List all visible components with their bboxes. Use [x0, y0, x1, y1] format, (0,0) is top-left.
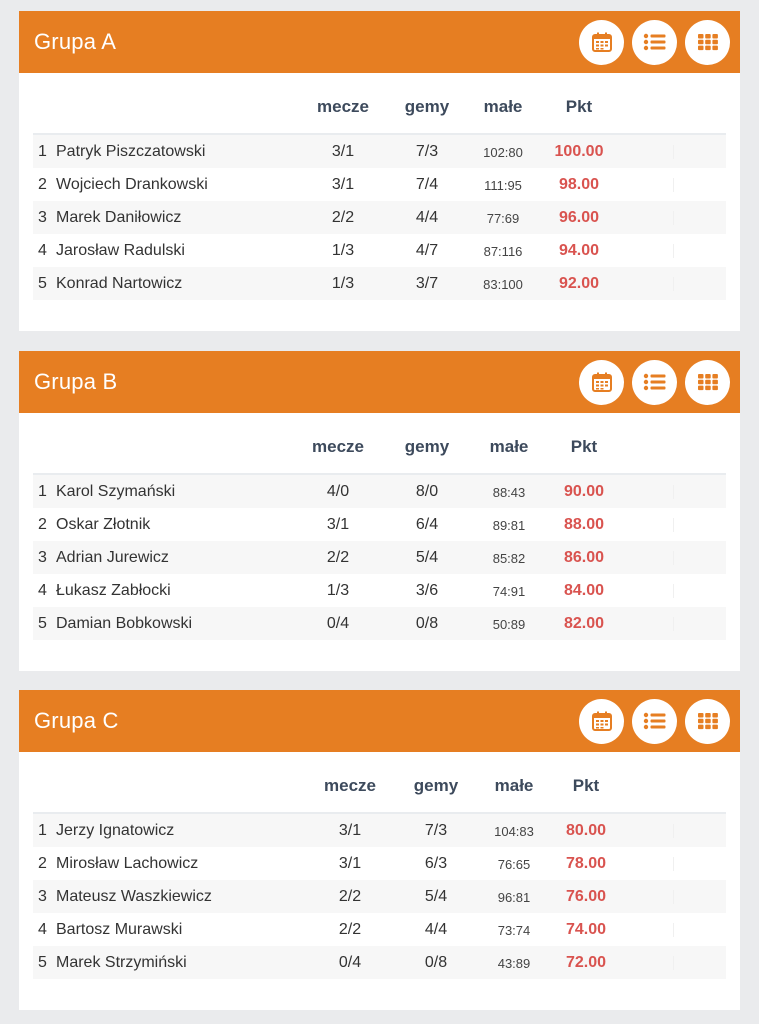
row-divider — [673, 244, 674, 258]
small-points-cell: 89:81 — [492, 518, 526, 533]
calendar-icon — [591, 371, 613, 393]
column-header: mecze — [317, 97, 369, 116]
games-cell: 7/3 — [424, 822, 448, 839]
points-cell: 92.00 — [558, 275, 600, 292]
points-cell: 72.00 — [565, 954, 607, 971]
points-cell: 82.00 — [563, 615, 605, 632]
table-body — [33, 814, 726, 979]
grid-icon — [697, 373, 719, 391]
group-header — [19, 690, 740, 752]
row-divider — [673, 211, 674, 225]
table-row[interactable] — [33, 814, 726, 847]
points-cell: 100.00 — [554, 143, 604, 160]
table-row[interactable] — [33, 234, 726, 267]
player-name[interactable]: Łukasz Zabłocki — [56, 582, 171, 599]
table-row[interactable] — [33, 541, 726, 574]
small-points-cell: 111:95 — [484, 178, 522, 193]
standings-table — [33, 413, 726, 640]
player-name[interactable]: Jarosław Radulski — [56, 242, 185, 259]
matches-cell: 2/2 — [331, 209, 355, 226]
table-row[interactable] — [33, 168, 726, 201]
points-cell: 74.00 — [565, 921, 607, 938]
row-divider — [673, 178, 674, 192]
matches-cell: 3/1 — [326, 516, 350, 533]
group-actions — [579, 699, 730, 744]
rank-cell: 3 — [38, 209, 47, 226]
row-divider — [673, 584, 674, 598]
row-divider — [673, 551, 674, 565]
table-row[interactable] — [33, 508, 726, 541]
table-row[interactable] — [33, 913, 726, 946]
small-points-cell: 73:74 — [497, 923, 531, 938]
rank-cell: 2 — [38, 516, 47, 533]
column-header: mecze — [312, 437, 364, 456]
column-header: mecze — [324, 776, 376, 795]
points-cell: 76.00 — [565, 888, 607, 905]
rank-cell: 2 — [38, 176, 47, 193]
small-points-cell: 85:82 — [492, 551, 526, 566]
group-actions — [579, 360, 730, 405]
group-header — [19, 11, 740, 73]
games-cell: 7/4 — [415, 176, 439, 193]
rank-cell: 2 — [38, 855, 47, 872]
matches-cell: 3/1 — [338, 822, 362, 839]
small-points-cell: 102:80 — [483, 145, 523, 160]
rank-cell: 5 — [38, 954, 47, 971]
points-cell: 94.00 — [558, 242, 600, 259]
games-cell: 3/6 — [415, 582, 439, 599]
table-row[interactable] — [33, 847, 726, 880]
small-points-cell: 77:69 — [486, 211, 520, 226]
matches-cell: 4/0 — [326, 483, 350, 500]
matches-cell: 2/2 — [338, 888, 362, 905]
grid-view-button[interactable] — [685, 360, 730, 405]
matches-cell: 1/3 — [331, 275, 355, 292]
matches-cell: 2/2 — [326, 549, 350, 566]
standings-table — [33, 752, 726, 979]
small-points-cell: 83:100 — [483, 277, 523, 292]
list-icon — [643, 372, 667, 392]
row-divider — [673, 617, 674, 631]
group-title: Grupa B — [34, 369, 118, 394]
games-cell: 5/4 — [415, 549, 439, 566]
group-b-panel — [19, 351, 740, 671]
games-cell: 4/4 — [415, 209, 439, 226]
games-cell: 6/4 — [415, 516, 439, 533]
matches-cell: 1/3 — [331, 242, 355, 259]
points-cell: 80.00 — [565, 822, 607, 839]
grid-icon — [697, 33, 719, 51]
player-name[interactable]: Marek Strzymiński — [56, 954, 187, 971]
table-row[interactable] — [33, 135, 726, 168]
small-points-cell: 50:89 — [492, 617, 526, 632]
points-cell: 88.00 — [563, 516, 605, 533]
column-header: małe — [494, 776, 534, 795]
column-header: gemy — [404, 97, 450, 116]
column-header: małe — [483, 97, 523, 116]
points-cell: 84.00 — [563, 582, 605, 599]
player-name[interactable]: Bartosz Murawski — [56, 921, 183, 938]
small-points-cell: 96:81 — [497, 890, 531, 905]
row-divider — [673, 145, 674, 159]
schedule-button[interactable] — [579, 699, 624, 744]
table-row[interactable] — [33, 201, 726, 234]
calendar-icon — [591, 31, 613, 53]
table-row[interactable] — [33, 880, 726, 913]
player-name[interactable]: Jerzy Ignatowicz — [56, 822, 175, 839]
table-header — [33, 73, 726, 135]
table-row[interactable] — [33, 475, 726, 508]
table-header — [33, 752, 726, 814]
rank-cell: 5 — [38, 615, 47, 632]
list-view-button[interactable] — [632, 699, 677, 744]
column-header: małe — [489, 437, 529, 456]
table-body — [33, 475, 726, 640]
matches-cell: 3/1 — [338, 855, 362, 872]
list-icon — [643, 32, 667, 52]
rank-cell: 3 — [38, 888, 47, 905]
player-name[interactable]: Adrian Jurewicz — [56, 549, 169, 566]
rank-cell: 3 — [38, 549, 47, 566]
player-name[interactable]: Mateusz Waszkiewicz — [56, 888, 212, 905]
standings-table — [33, 73, 726, 300]
group-c-panel — [19, 690, 740, 1010]
row-divider — [673, 956, 674, 970]
table-row[interactable] — [33, 946, 726, 979]
player-name[interactable]: Patryk Piszczatowski — [56, 143, 206, 160]
points-cell: 98.00 — [558, 176, 600, 193]
rank-cell: 5 — [38, 275, 47, 292]
row-divider — [673, 857, 674, 871]
column-header: Pkt — [565, 97, 593, 116]
matches-cell: 2/2 — [338, 921, 362, 938]
list-view-button[interactable] — [632, 20, 677, 65]
games-cell: 4/4 — [424, 921, 448, 938]
row-divider — [673, 890, 674, 904]
schedule-button[interactable] — [579, 360, 624, 405]
games-cell: 8/0 — [415, 483, 439, 500]
matches-cell: 3/1 — [331, 176, 355, 193]
matches-cell: 0/4 — [338, 954, 362, 971]
column-header: Pkt — [570, 437, 598, 456]
matches-cell: 0/4 — [326, 615, 350, 632]
rank-cell: 1 — [38, 483, 47, 500]
grid-view-button[interactable] — [685, 20, 730, 65]
points-cell: 78.00 — [565, 855, 607, 872]
table-row[interactable] — [33, 607, 726, 640]
player-name[interactable]: Karol Szymański — [56, 483, 176, 500]
small-points-cell: 87:116 — [483, 244, 523, 259]
matches-cell: 1/3 — [326, 582, 350, 599]
group-header — [19, 351, 740, 413]
player-name[interactable]: Wojciech Drankowski — [56, 176, 208, 193]
table-header — [33, 413, 726, 475]
list-view-button[interactable] — [632, 360, 677, 405]
row-divider — [673, 485, 674, 499]
row-divider — [673, 277, 674, 291]
group-actions — [579, 20, 730, 65]
grid-view-button[interactable] — [685, 699, 730, 744]
rank-cell: 1 — [38, 822, 47, 839]
table-body — [33, 135, 726, 300]
calendar-icon — [591, 710, 613, 732]
column-header: gemy — [413, 776, 459, 795]
rank-cell: 4 — [38, 582, 47, 599]
small-points-cell: 88:43 — [492, 485, 526, 500]
small-points-cell: 104:83 — [494, 824, 534, 839]
small-points-cell: 76:65 — [497, 857, 531, 872]
player-name[interactable]: Mirosław Lachowicz — [56, 855, 199, 872]
points-cell: 90.00 — [563, 483, 605, 500]
games-cell: 0/8 — [424, 954, 448, 971]
points-cell: 86.00 — [563, 549, 605, 566]
player-name[interactable]: Damian Bobkowski — [56, 615, 193, 632]
matches-cell: 3/1 — [331, 143, 355, 160]
rank-cell: 1 — [38, 143, 47, 160]
games-cell: 3/7 — [415, 275, 439, 292]
games-cell: 5/4 — [424, 888, 448, 905]
grid-icon — [697, 712, 719, 730]
small-points-cell: 43:89 — [497, 956, 531, 971]
rank-cell: 4 — [38, 921, 47, 938]
row-divider — [673, 518, 674, 532]
list-icon — [643, 711, 667, 731]
column-header: Pkt — [572, 776, 600, 795]
games-cell: 6/3 — [424, 855, 448, 872]
table-row[interactable] — [33, 267, 726, 300]
row-divider — [673, 923, 674, 937]
player-name[interactable]: Konrad Nartowicz — [56, 275, 183, 292]
column-header: gemy — [404, 437, 450, 456]
table-row[interactable] — [33, 574, 726, 607]
row-divider — [673, 824, 674, 838]
group-title: Grupa C — [34, 708, 119, 733]
games-cell: 7/3 — [415, 143, 439, 160]
schedule-button[interactable] — [579, 20, 624, 65]
player-name[interactable]: Oskar Złotnik — [56, 516, 151, 533]
rank-cell: 4 — [38, 242, 47, 259]
group-a-panel — [19, 11, 740, 331]
games-cell: 0/8 — [415, 615, 439, 632]
small-points-cell: 74:91 — [492, 584, 526, 599]
games-cell: 4/7 — [415, 242, 439, 259]
player-name[interactable]: Marek Daniłowicz — [56, 209, 182, 226]
group-title: Grupa A — [34, 29, 117, 54]
points-cell: 96.00 — [558, 209, 600, 226]
